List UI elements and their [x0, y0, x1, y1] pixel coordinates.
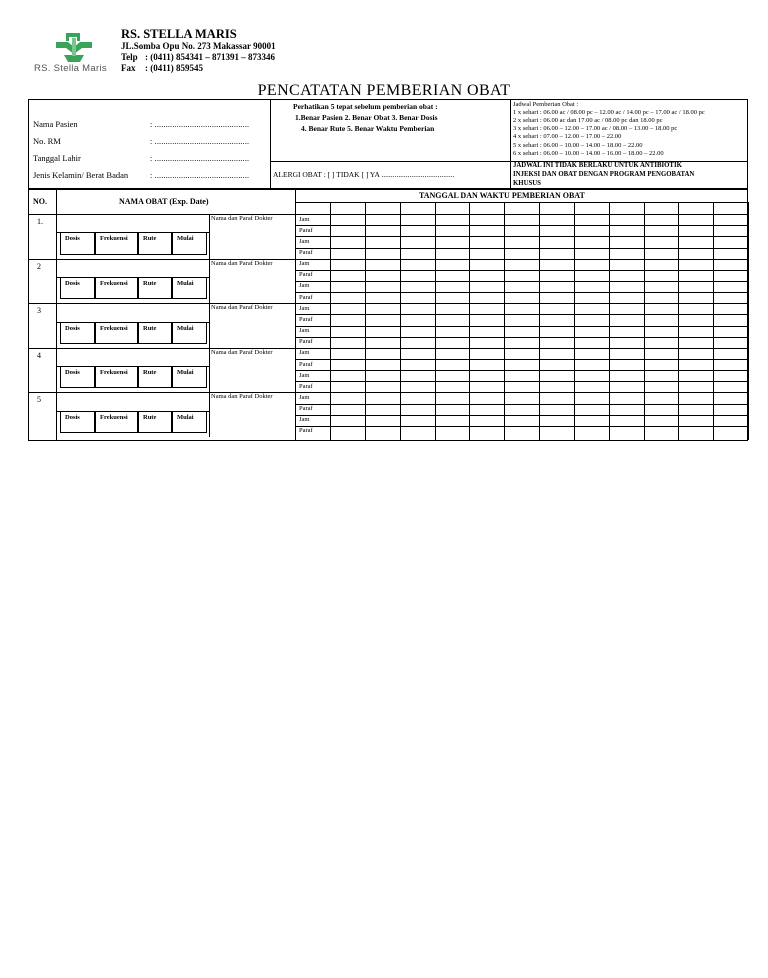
- rute-box[interactable]: [138, 277, 172, 299]
- jam-label: Jam: [299, 349, 310, 357]
- hospital-telp: [121, 52, 275, 62]
- no-header: NO.: [33, 197, 47, 206]
- rute-label: Rute: [143, 279, 157, 287]
- frekuensi-box[interactable]: [95, 411, 138, 433]
- grid-line: [209, 259, 210, 304]
- jam-label: Jam: [299, 237, 310, 245]
- mulai-label: Mulai: [177, 235, 194, 243]
- grid-line: [295, 314, 747, 315]
- fax-value: : (0411) 859545: [145, 63, 203, 73]
- jam-label: Jam: [299, 416, 310, 424]
- frekuensi-box[interactable]: [95, 366, 138, 388]
- document-title: PENCATATAN PEMBERIAN OBAT: [257, 82, 511, 99]
- hospital-name: RS. STELLA MARIS: [121, 27, 237, 41]
- grid-line: [295, 415, 747, 416]
- jam-label: Jam: [299, 215, 310, 223]
- grid-line: [295, 381, 747, 382]
- jam-label: Jam: [299, 371, 310, 379]
- paraf-label: Paraf: [299, 405, 313, 413]
- hospital-logo-icon: [52, 30, 96, 66]
- paraf-label: Paraf: [299, 226, 313, 234]
- paraf-label: Paraf: [299, 427, 313, 435]
- jenis-kelamin-label: Jenis Kelamin/ Berat Badan: [33, 170, 129, 180]
- mulai-box[interactable]: [172, 322, 207, 344]
- dosis-box[interactable]: [60, 277, 95, 299]
- schedule-title: Jadwal Pemberian Obat :: [513, 101, 579, 108]
- rute-box[interactable]: [138, 322, 172, 344]
- grid-line: [295, 225, 747, 226]
- hospital-address: JL.Somba Opu No. 273 Makassar 90001: [121, 41, 276, 51]
- frekuensi-box[interactable]: [95, 277, 138, 299]
- mulai-label: Mulai: [177, 324, 194, 332]
- schedule-row: 4 x sehari : 07.00 – 12.00 – 17.00 – 22.00: [513, 133, 622, 140]
- jadwal-note-line3: KHUSUS: [513, 180, 541, 187]
- paraf-label: Paraf: [299, 360, 313, 368]
- tanggal-header: TANGGAL DAN WAKTU PEMBERIAN OBAT: [419, 191, 585, 200]
- notice-line1: Perhatikan 5 tepat sebelum pemberian obat :: [293, 102, 438, 111]
- mulai-label: Mulai: [177, 413, 194, 421]
- fax-label: Fax: [121, 63, 136, 73]
- tanggal-lahir-label: Tanggal Lahir: [33, 153, 81, 163]
- dosis-label: Dosis: [65, 235, 80, 243]
- grid-line: [209, 348, 210, 393]
- grid-line: [29, 303, 747, 304]
- rute-label: Rute: [143, 413, 157, 421]
- grid-line: [295, 370, 747, 371]
- notice-line2: 1.Benar Pasien 2. Benar Obat 3. Benar Dosis: [295, 113, 438, 122]
- rute-label: Rute: [143, 324, 157, 332]
- row-number: 3: [37, 306, 41, 316]
- jadwal-note-line2: INJEKSI DAN OBAT DENGAN PROGRAM PENGOBATAN: [513, 171, 695, 178]
- grid-line: [29, 259, 747, 260]
- grid-line: [209, 214, 210, 259]
- dosis-label: Dosis: [65, 324, 80, 332]
- paraf-label: Paraf: [299, 271, 313, 279]
- dosis-box[interactable]: [60, 411, 95, 433]
- rute-box[interactable]: [138, 366, 172, 388]
- schedule-row: 1 x sehari : 06.00 ac / 08.00 pc – 12.00 ac / 14.00 pc – 17.00 ac / 18.00 pc: [513, 109, 705, 116]
- grid-line: [295, 359, 747, 360]
- paraf-label: Paraf: [299, 293, 313, 301]
- grid-line: [295, 292, 747, 293]
- schedule-row: 6 x sehari : 06.00 – 10.00 – 14.00 – 16.00 – 18.00 – 22.00: [513, 150, 664, 157]
- tanggal-lahir-field[interactable]: : ...........................................: [150, 154, 250, 163]
- paraf-label: Paraf: [299, 315, 313, 323]
- schedule-row: 2 x sehari : 06.00 ac dan 17.00 ac / 08.00 pc dan 18.00 pc: [513, 117, 663, 124]
- no-rm-field[interactable]: : ...........................................: [150, 137, 250, 146]
- grid-line: [295, 248, 747, 249]
- nama-paraf-dokter-label: Nama dan Paraf Dokter: [211, 348, 273, 356]
- nama-paraf-dokter-label: Nama dan Paraf Dokter: [211, 259, 273, 267]
- nama-obat-header: NAMA OBAT (Exp. Date): [119, 197, 209, 206]
- paraf-label: Paraf: [299, 338, 313, 346]
- paraf-label: Paraf: [299, 249, 313, 256]
- nama-paraf-dokter-label: Nama dan Paraf Dokter: [211, 304, 273, 312]
- row-number: 4: [37, 350, 41, 360]
- paraf-label: Paraf: [299, 382, 313, 390]
- row-number: 5: [37, 395, 41, 405]
- telp-label: Telp: [121, 52, 138, 62]
- dosis-label: Dosis: [65, 413, 80, 421]
- row-number: 2: [37, 261, 41, 271]
- jam-label: Jam: [299, 393, 310, 401]
- grid-line: [209, 392, 210, 437]
- grid-line: [295, 236, 747, 237]
- grid-line: [295, 281, 747, 282]
- nama-pasien-field[interactable]: : ...........................................: [150, 120, 250, 129]
- jenis-kelamin-field[interactable]: : ...........................................: [150, 171, 250, 180]
- dosis-label: Dosis: [65, 369, 80, 377]
- frekuensi-label: Frekuensi: [100, 324, 128, 332]
- jadwal-note-line1: JADWAL INI TIDAK BERLAKU UNTUK ANTIBIOTIK: [513, 162, 682, 169]
- logo-caption: RS. Stella Maris: [34, 63, 107, 74]
- nama-paraf-dokter-label: Nama dan Paraf Dokter: [211, 393, 273, 401]
- grid-line: [748, 202, 749, 440]
- grid-line: [295, 404, 747, 405]
- jam-label: Jam: [299, 282, 310, 290]
- notice-line3: 4. Benar Rute 5. Benar Waktu Pemberian: [301, 124, 435, 133]
- mulai-box[interactable]: [172, 411, 207, 433]
- rute-label: Rute: [143, 369, 157, 377]
- frekuensi-label: Frekuensi: [100, 413, 128, 421]
- rute-box[interactable]: [138, 232, 172, 254]
- dosis-box[interactable]: [60, 366, 95, 388]
- rute-box[interactable]: [138, 411, 172, 433]
- row-number: 1.: [37, 217, 43, 226]
- hospital-fax: [121, 63, 203, 73]
- grid-line: [295, 426, 747, 427]
- no-rm-label: No. RM: [33, 136, 61, 146]
- mulai-box[interactable]: [172, 277, 207, 299]
- grid-line: [29, 348, 747, 349]
- grid-line: [295, 337, 747, 338]
- mulai-label: Mulai: [177, 279, 194, 287]
- grid-line: [29, 214, 747, 215]
- medication-table: [28, 189, 748, 441]
- allergy-field[interactable]: ALERGI OBAT : [ ] TIDAK [ ] YA .......................................: [273, 170, 455, 179]
- mulai-label: Mulai: [177, 369, 194, 377]
- grid-line: [209, 303, 210, 348]
- dosis-box[interactable]: [60, 232, 95, 254]
- frekuensi-label: Frekuensi: [100, 235, 128, 243]
- grid-line: [56, 190, 57, 440]
- mulai-box[interactable]: [172, 232, 207, 254]
- nama-pasien-label: Nama Pasien: [33, 119, 78, 129]
- schedule-row: 3 x sehari : 06.00 – 12.00 – 17.00 ac / 08.00 – 13.00 – 18.00 pc: [513, 125, 678, 132]
- grid-line: [295, 326, 747, 327]
- dosis-label: Dosis: [65, 279, 80, 287]
- schedule-row: 5 x sehari : 06.00 – 10.00 – 14.00 – 18.00 – 22.00: [513, 142, 643, 149]
- frekuensi-label: Frekuensi: [100, 369, 128, 377]
- mulai-box[interactable]: [172, 366, 207, 388]
- frekuensi-box[interactable]: [95, 322, 138, 344]
- rute-label: Rute: [143, 235, 157, 243]
- grid-line: [29, 392, 747, 393]
- nama-paraf-dokter-label: Nama dan Paraf Dokter: [211, 215, 273, 222]
- frekuensi-label: Frekuensi: [100, 279, 128, 287]
- patient-info-box: [28, 99, 748, 189]
- dosis-box[interactable]: [60, 322, 95, 344]
- telp-value: : (0411) 854341 – 871391 – 873346: [145, 52, 275, 62]
- jam-label: Jam: [299, 304, 310, 312]
- grid-line: [295, 270, 747, 271]
- jam-label: Jam: [299, 327, 310, 334]
- jam-label: Jam: [299, 260, 310, 268]
- frekuensi-box[interactable]: [95, 232, 138, 254]
